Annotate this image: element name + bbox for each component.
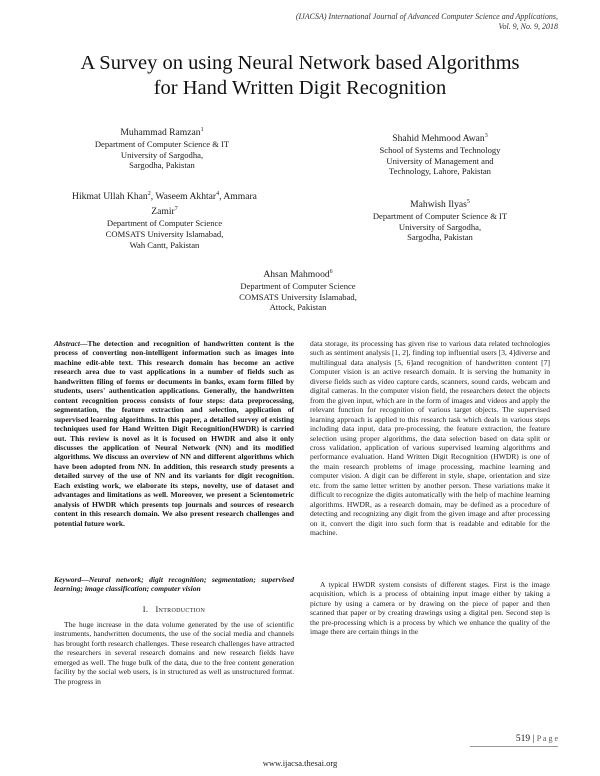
keywords [54, 575, 294, 594]
author-names: Hikmat Ullah Khan$^2$, Waseem Akhtar$^4$, Ammara [72, 191, 257, 203]
author-affiliation-line: Sargodha, Pakistan [407, 232, 473, 243]
intro-paragraph: The huge increase in the data volume generated by the use of scientific instruments, handwritten documents, the use of the social media and channels has brought forth research challenges. These research challenges have attracted the researchers in several research domains and new research fields have emerged as well. The huge bulk of the data, due to the free content generation facility by the social web users, is in structured as well as unstructured format. The progress in [54, 620, 294, 686]
author-block-3 [340, 130, 540, 177]
abstract-label: Abstract [54, 339, 80, 348]
author-block-2 [52, 188, 277, 250]
journal-header [296, 12, 558, 32]
author-affiliation-line: Technology, Lahore, Pakistan [389, 166, 491, 177]
section-title: Introduction [155, 605, 206, 614]
author-affiliation-line: Department of Computer Science & IT [94, 139, 230, 150]
body-paragraph-2: A typical HWDR system consists of different stages. First is the image acquisition, which is a process of obtaining input image either by taking a picture by using a camera or by drawing on the piece of paper and then scanned that paper or by creating drawings using a digital pen. Second step is the pre-processing which is a process by which we enhance the quality of the image there are certain things in the [310, 580, 550, 637]
author-block-1 [62, 124, 262, 171]
author-affiliation-line: Wah Cantt, Pakistan [129, 239, 200, 250]
author-affiliation-line: University of Sargodha, [398, 221, 482, 232]
author-name: Shahid Mehmood Awan$^3$ [392, 133, 488, 145]
author-name: Ahsan Mahmood$^6$ [263, 269, 333, 281]
journal-name: (IJACSA) International Journal of Advanced Computer Science and Applications, [295, 12, 558, 21]
abstract [54, 339, 294, 528]
author-affiliation-line: School of Systems and Technology [379, 145, 501, 156]
author-block-6 [198, 266, 398, 313]
section-heading [54, 605, 294, 614]
author-affiliation-line: Department of Computer Science [240, 281, 356, 292]
author-names-cont: Zamir$^7$ [151, 206, 178, 218]
title-line-1: A Survey on using Neural Network based Algorithms [80, 52, 520, 74]
author-block-5 [340, 196, 540, 243]
author-affiliation-line: Sargodha, Pakistan [129, 160, 195, 171]
author-affiliation-line: Attock, Pakistan [269, 302, 327, 313]
keywords-label: Keyword [54, 575, 82, 584]
page-number: 519 | P a g e [515, 734, 558, 744]
author-affiliation-line: Department of Computer Science & IT [372, 211, 508, 222]
page-number-rule [470, 746, 558, 747]
section-number: I. [142, 605, 149, 614]
author-affiliation-line: Department of Computer Science [106, 218, 223, 229]
author-affiliation-line: COMSATS University Islamabad, [239, 291, 357, 302]
paper-title [20, 51, 580, 101]
keywords-text: —Neural network; digit recognition; segmentation; supervised learning; image classification; computer vision [54, 575, 294, 594]
author-name: Mahwish Ilyas$^5$ [410, 199, 470, 211]
author-affiliation-line: University of Management and [386, 155, 494, 166]
author-name: Muhammad Ramzan$^1$ [120, 127, 204, 139]
title-line-2: for Hand Written Digit Recognition [153, 77, 447, 99]
abstract-text: —The detection and recognition of handwritten content is the process of converting non-intelligent information such as images into machine edit-able text. This research domain has become an active research area due to vast applications in a number of fields such as handwritten filing of forms or documents in banks, exam form filled by students, users' authentication applications. Generally, the handwritten content recognition process consists of four steps: data preprocessing, segmentation, the feature extraction and selection, application of supervised learning algorithms. In this paper, a detailed survey of existing techniques used for Hand Written Digit Recognition(HWDR) is carried out. This review is novel as it is focused on HWDR and also it only discusses the application of Neural Network (NN) and its modified algorithms. We discuss an overview of NN and different algorithms which have been adopted from NN. In addition, this research study presents a detailed survey of the use of NN and its variants for digit recognition. Each existing work, we elaborate its steps, novelty, use of dataset and advantages and limitations as well. Moreover, we present a Scientometric analysis of HWDR which presents top journals and sources of research content in this research domain. We also present research challenges and potential future work. [54, 339, 294, 528]
author-affiliation-line: COMSATS University Islamabad, [105, 228, 224, 239]
body-paragraph-1: data storage, its processing has given rise to various data related technologies such as sentiment analysis [1, 2], finding top influential users [3, 4]diverse and multilingual data analysis [5, 6]and recognition of handwritten content [7] Computer vision is an active research domain. It is serving the humanity in diverse fields such as video capture cards, scanners, sound cards, webcam and digital cameras. In the computer vision field, the researchers detect the objects from the given input, which are in the form of images and videos and apply the relevant function for recognition of various target objects. The supervised learning approach is applied to this research task which deals in various steps including data input, data pre-processing, the feature extraction, the feature selection using proper algorithms, the data selection based on data split or cross validation, application of various supervised learning algorithms and performance evaluation. Hand Written Digit Recognition (HWDR) is one of the main research problems of image processing, machine learning and computer vision. A digit can be different in style, shape, orientation and size etc. from the same letter written by another person. These variations make it difficult to recognize the digits automatically with the help of machine learning algorithms. HWDR, as a research domain, may be defined as a procedure of detecting and recognizing any digit from the given image and after processing on it, convert the digit into such form that is readable and editable for the machine. [310, 339, 550, 538]
journal-volume: Vol. 9, No. 9, 2018 [498, 22, 558, 31]
author-affiliation-line: University of Sargodha, [120, 149, 204, 160]
journal-url[interactable]: www.ijacsa.thesai.org [262, 758, 338, 768]
